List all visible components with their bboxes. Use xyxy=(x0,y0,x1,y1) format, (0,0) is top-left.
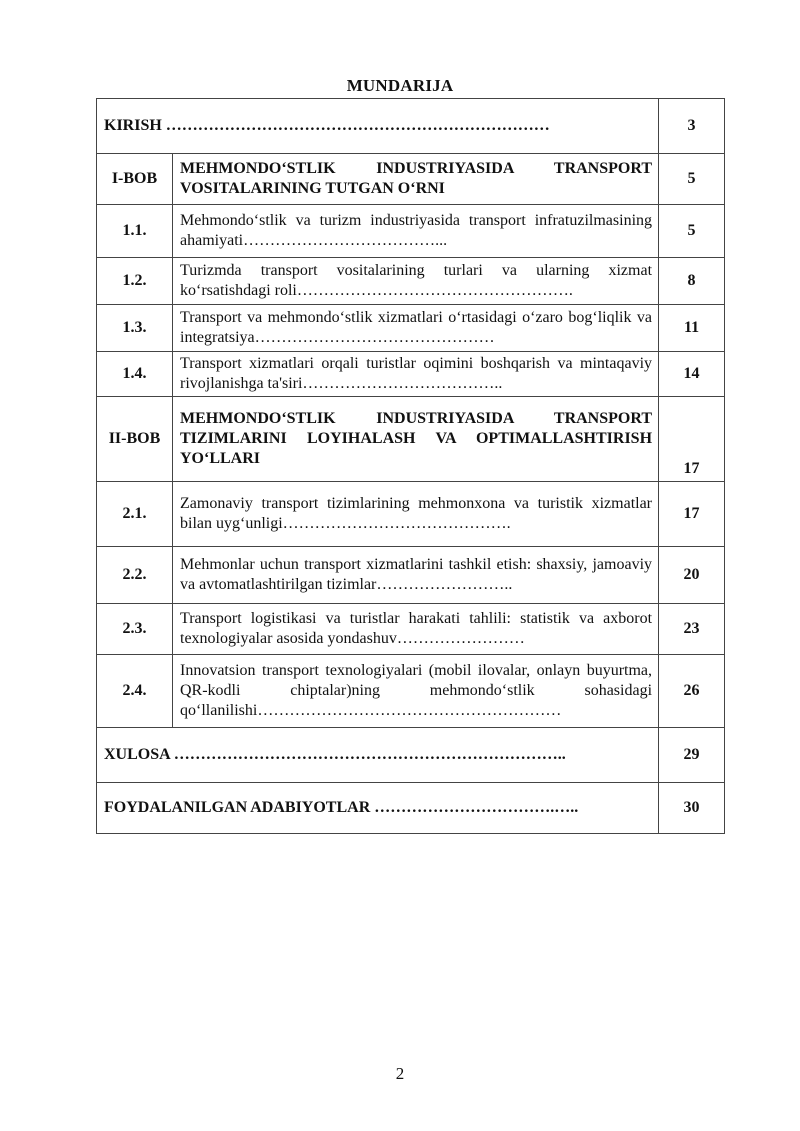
toc-entry-text: Zamonaviy transport tizimlarining mehmonxona va turistik xizmatlar bilan uyg‘unligi……………………………………. xyxy=(173,482,659,547)
toc-entry-number: 2.3. xyxy=(97,604,173,655)
toc-entry-number: 2.4. xyxy=(97,655,173,728)
table-of-contents xyxy=(96,98,725,834)
toc-entry-page: 17 xyxy=(659,482,725,547)
toc-row-1-1 xyxy=(97,205,725,258)
toc-entry-text: Transport va mehmondo‘stlik xizmatlari o‘rtasidagi o‘zaro bog‘liqlik va integratsiya……………………………………… xyxy=(173,305,659,352)
toc-row-chapter-1 xyxy=(97,154,725,205)
toc-entry-text: MEHMONDO‘STLIK INDUSTRIYASIDA TRANSPORT TIZIMLARINI LOYIHALASH VA OPTIMALLASHTIRISH YO‘LLARI xyxy=(173,397,659,482)
toc-entry-page: 30 xyxy=(659,783,725,834)
toc-row-2-4 xyxy=(97,655,725,728)
toc-row-2-2 xyxy=(97,547,725,604)
toc-entry-page: 11 xyxy=(659,305,725,352)
toc-entry-page: 5 xyxy=(659,154,725,205)
page-number: 2 xyxy=(395,1064,405,1083)
toc-row-chapter-2 xyxy=(97,397,725,482)
toc-row-kirish xyxy=(97,99,725,154)
toc-row-1-2 xyxy=(97,258,725,305)
toc-entry-page: 20 xyxy=(659,547,725,604)
toc-row-xulosa xyxy=(97,728,725,783)
toc-entry-text: FOYDALANILGAN ADABIYOTLAR …………………………….….. xyxy=(97,783,659,834)
toc-entry-text: MEHMONDO‘STLIK INDUSTRIYASIDA TRANSPORT VOSITALARINING TUTGAN O‘RNI xyxy=(173,154,659,205)
toc-entry-page: 23 xyxy=(659,604,725,655)
toc-entry-page: 8 xyxy=(659,258,725,305)
toc-entry-number: 2.2. xyxy=(97,547,173,604)
toc-row-2-3 xyxy=(97,604,725,655)
toc-entry-number: 1.4. xyxy=(97,352,173,397)
toc-entry-text: XULOSA ……………………………………………………………….. xyxy=(97,728,659,783)
toc-entry-text: KIRISH ……………………………………………………………… xyxy=(97,99,659,154)
toc-entry-number: 1.3. xyxy=(97,305,173,352)
toc-entry-text: Mehmondo‘stlik va turizm industriyasida transport infratuzilmasining ahamiyati………………………………... xyxy=(173,205,659,258)
toc-row-1-3 xyxy=(97,305,725,352)
toc-entry-page: 3 xyxy=(659,99,725,154)
toc-entry-number: 2.1. xyxy=(97,482,173,547)
toc-entry-text: Transport xizmatlari orqali turistlar oqimini boshqarish va mintaqaviy rivojlanishga ta'siri……………………………….. xyxy=(173,352,659,397)
toc-entry-page: 26 xyxy=(659,655,725,728)
toc-entry-number: I-BOB xyxy=(97,154,173,205)
toc-entry-page: 5 xyxy=(659,205,725,258)
toc-entry-text: Innovatsion transport texnologiyalari (mobil ilovalar, onlayn buyurtma, QR-kodli chiptalar)ning mehmondo‘stlik sohasidagi qo‘llanilishi………………………………………………… xyxy=(173,655,659,728)
toc-entry-text: Turizmda transport vositalarining turlari va ularning xizmat ko‘rsatishdagi roli……………………………………………. xyxy=(173,258,659,305)
page-title: MUNDARIJA xyxy=(346,76,454,95)
toc-entry-page: 29 xyxy=(659,728,725,783)
toc-row-2-1 xyxy=(97,482,725,547)
toc-entry-page: 14 xyxy=(659,352,725,397)
toc-entry-text: Mehmonlar uchun transport xizmatlarini tashkil etish: shaxsiy, jamoaviy va avtomatlashtirilgan tizimlar…………………….. xyxy=(173,547,659,604)
toc-entry-page: 17 xyxy=(659,397,725,482)
toc-entry-number: 1.2. xyxy=(97,258,173,305)
toc-entry-text: Transport logistikasi va turistlar harakati tahlili: statistik va axborot texnologiyalar asosida yondashuv…………………… xyxy=(173,604,659,655)
toc-row-1-4 xyxy=(97,352,725,397)
toc-entry-number: 1.1. xyxy=(97,205,173,258)
toc-entry-number: II-BOB xyxy=(97,397,173,482)
toc-row-adabiyotlar xyxy=(97,783,725,834)
